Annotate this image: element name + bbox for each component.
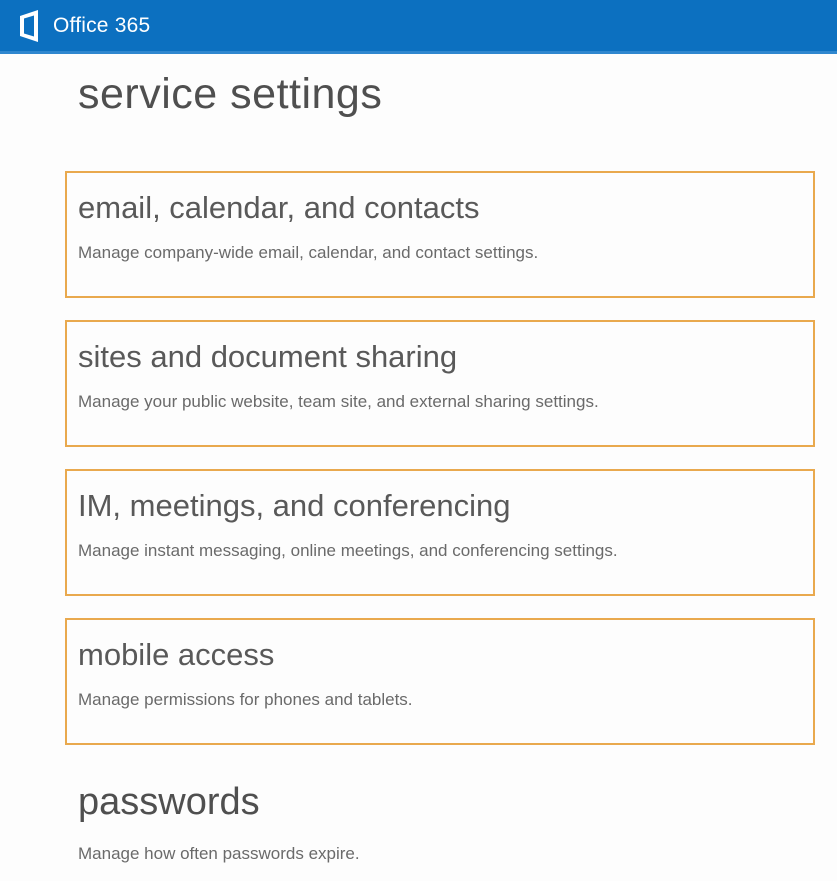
passwords-title: passwords xyxy=(78,781,260,823)
office365-brand[interactable] xyxy=(17,10,150,42)
card-title: sites and document sharing xyxy=(78,339,458,374)
card-mobile-access[interactable] xyxy=(65,618,815,745)
card-sites-document-sharing[interactable] xyxy=(65,320,815,447)
card-title: mobile access xyxy=(78,637,275,672)
card-im-meetings-conferencing[interactable] xyxy=(65,469,815,596)
office-logo-icon xyxy=(17,10,44,42)
card-email-calendar-contacts[interactable] xyxy=(65,171,815,298)
service-settings-page xyxy=(0,70,837,864)
section-passwords[interactable] xyxy=(78,781,815,864)
top-nav-bar xyxy=(0,0,837,54)
card-title: IM, meetings, and conferencing xyxy=(78,488,511,523)
page-title: service settings xyxy=(78,70,383,118)
settings-card-list xyxy=(65,171,815,745)
passwords-description: Manage how often passwords expire. xyxy=(78,844,360,863)
card-title: email, calendar, and contacts xyxy=(78,190,480,225)
brand-label: Office 365 xyxy=(53,13,151,37)
card-description: Manage your public website, team site, and external sharing settings. xyxy=(78,391,599,411)
card-description: Manage instant messaging, online meetings, and conferencing settings. xyxy=(78,540,618,560)
card-description: Manage permissions for phones and tablets. xyxy=(78,689,413,709)
card-description: Manage company-wide email, calendar, and contact settings. xyxy=(78,242,539,262)
